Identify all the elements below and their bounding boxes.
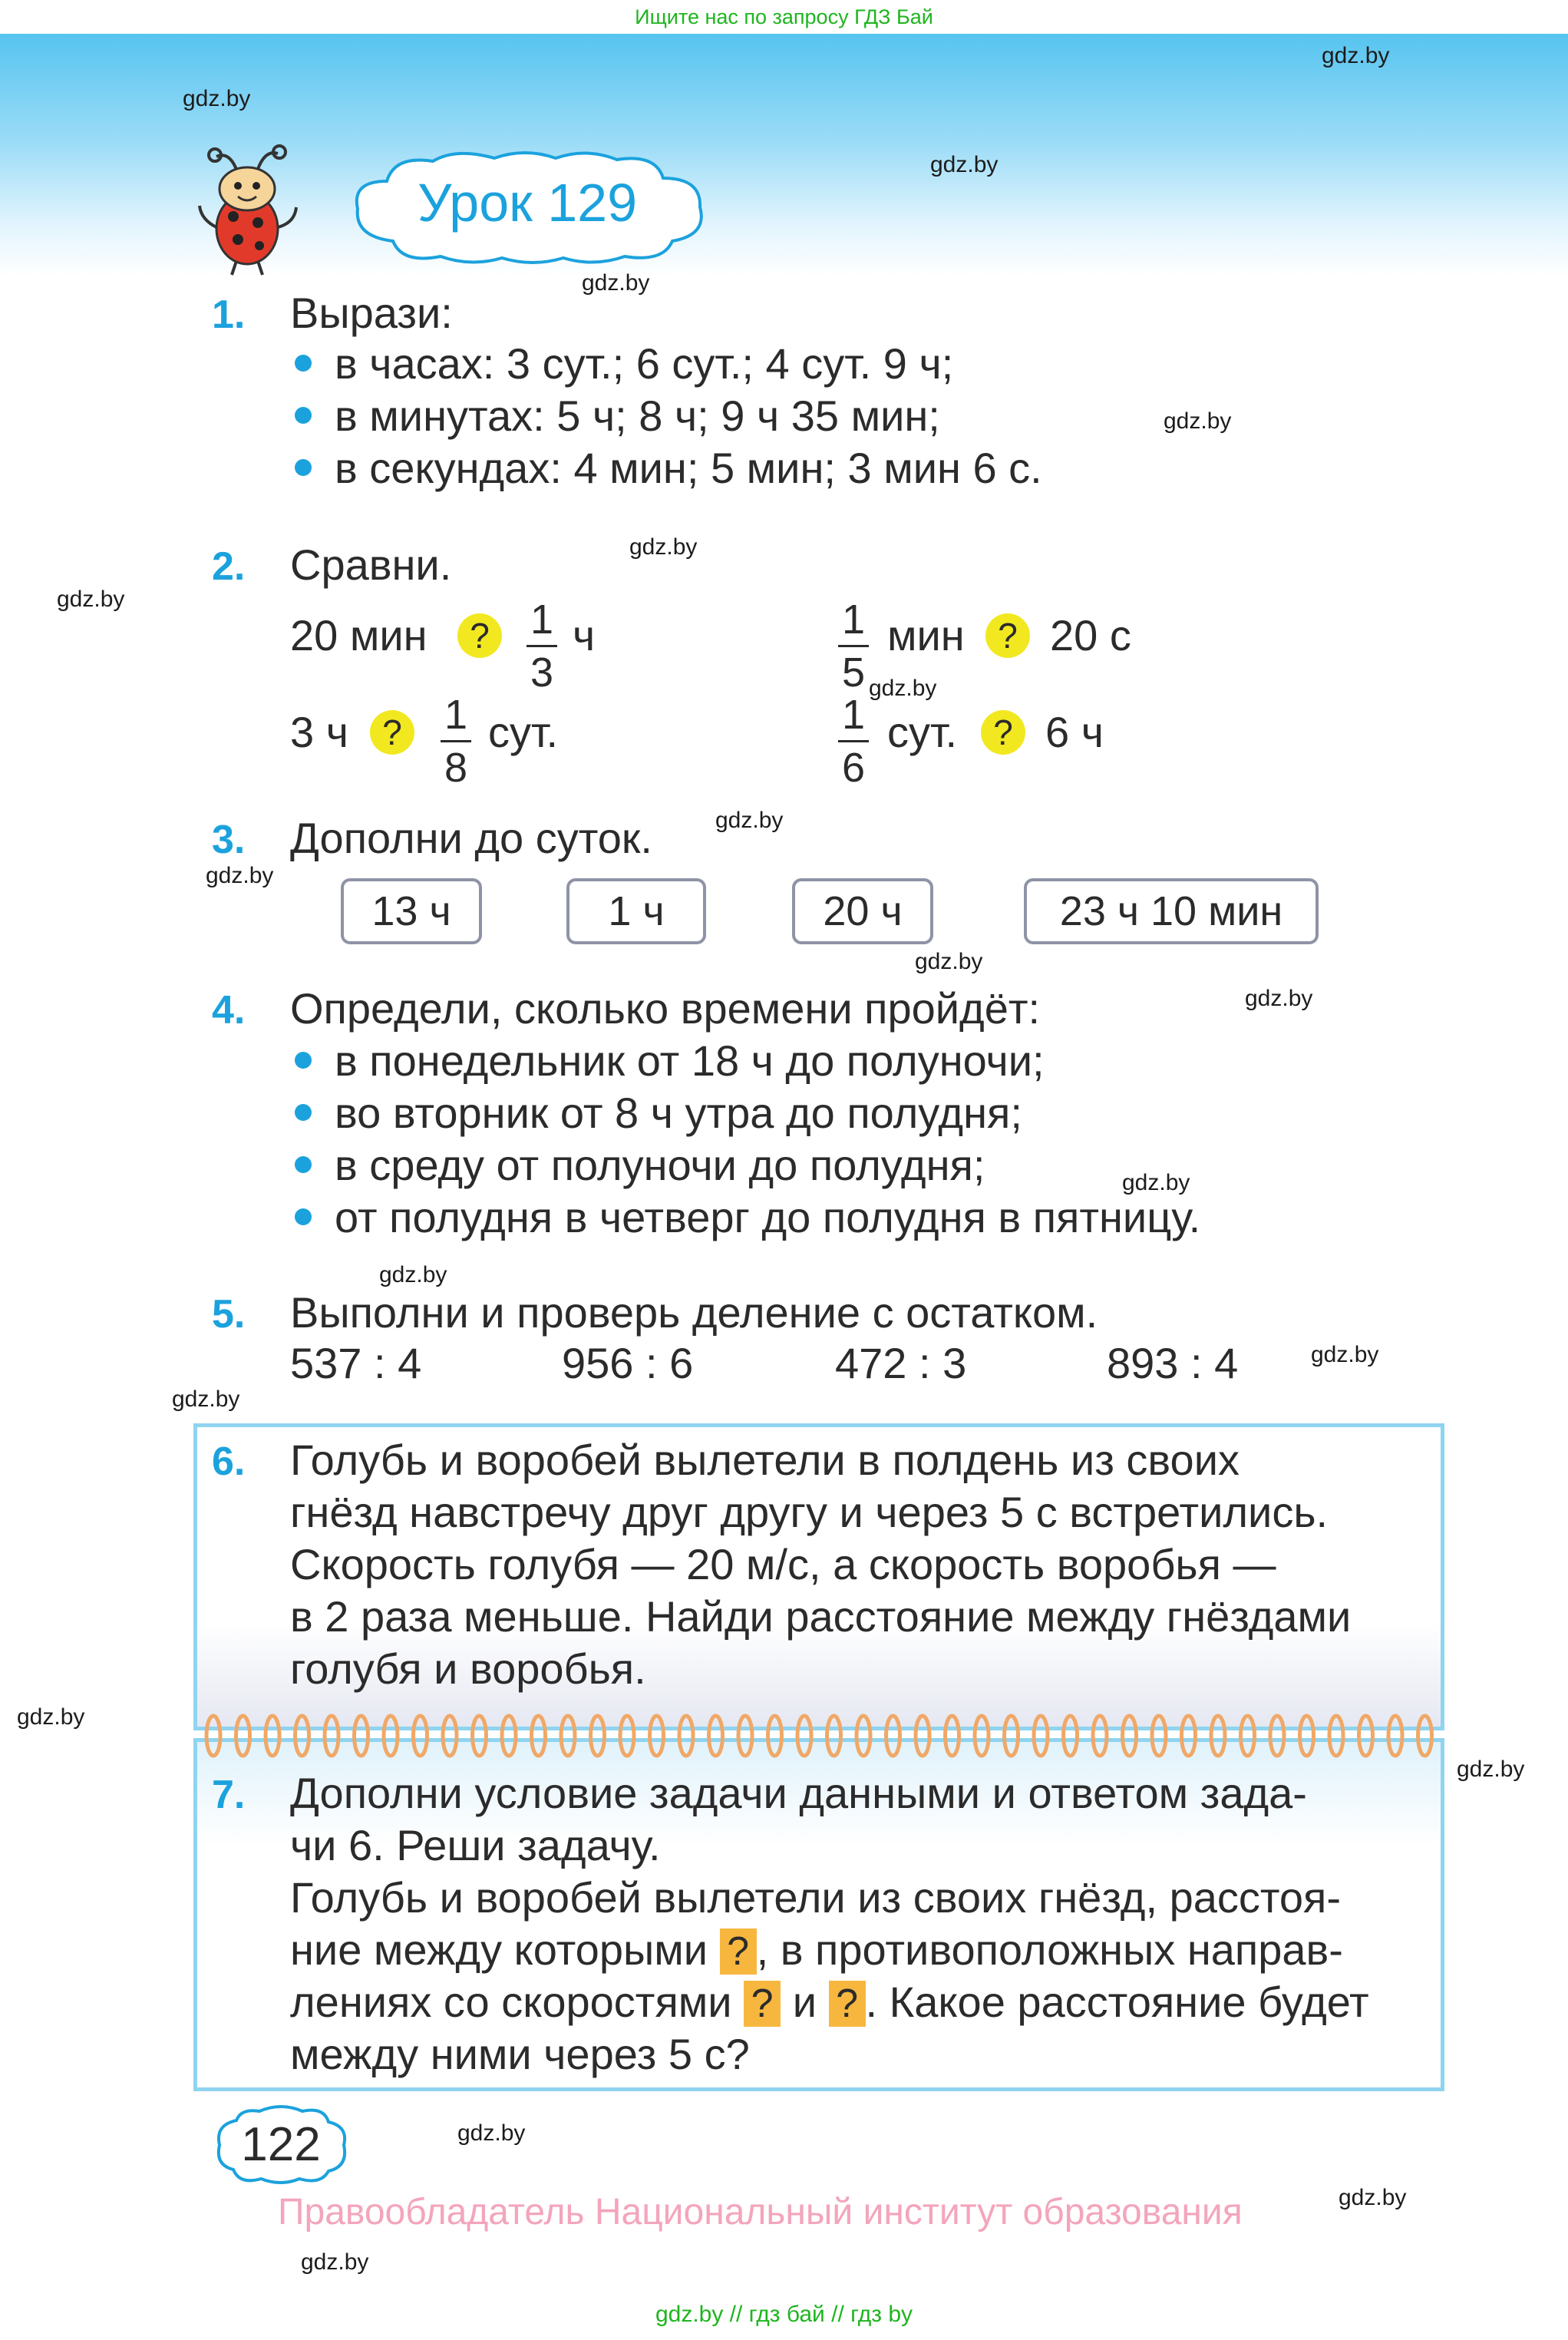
spiral-ring xyxy=(1123,1716,1137,1756)
bullet xyxy=(295,459,312,476)
unknown-marker: ? xyxy=(744,1981,781,2027)
compare-right-value: 20 с xyxy=(1050,611,1131,659)
task-7-line: Дополни условие задачи данными и ответом зада- xyxy=(290,1769,1307,1817)
watermark: gdz.by xyxy=(915,949,983,974)
rights-holder: Правообладатель Национальный институт образования xyxy=(278,2192,1243,2233)
compare-right-value: 6 ч xyxy=(1045,708,1104,756)
task-7-line: между ними через 5 с? xyxy=(290,2030,750,2078)
lesson-title: Урок 129 xyxy=(417,173,638,233)
spiral-ring xyxy=(916,1716,929,1756)
task-4-item: от полудня в четверг до полудня в пятницу. xyxy=(335,1193,1201,1241)
task-4-number: 4. xyxy=(212,988,246,1033)
watermark: gdz.by xyxy=(1245,986,1313,1011)
task-6-line: Скорость голубя — 20 м/с, а скорость воробья — xyxy=(290,1540,1276,1588)
watermark: gdz.by xyxy=(457,2120,526,2146)
fraction-unit: сут. xyxy=(488,708,558,756)
spiral-ring xyxy=(1093,1716,1107,1756)
spiral-ring xyxy=(709,1716,723,1756)
spiral-ring xyxy=(502,1716,516,1756)
task-1-item: в часах: 3 сут.; 6 сут.; 4 сут. 9 ч; xyxy=(335,339,954,388)
spiral-ring xyxy=(266,1716,279,1756)
time-box: 23 ч 10 мин xyxy=(1024,878,1319,944)
spiral-ring xyxy=(591,1716,605,1756)
watermark: gdz.by xyxy=(206,863,274,888)
task-4-item: в среду от полуночи до полудня; xyxy=(335,1141,985,1189)
watermark: gdz.by xyxy=(1164,408,1232,434)
spiral-ring xyxy=(1182,1716,1196,1756)
task-1-number: 1. xyxy=(212,292,246,337)
fraction: 1 6 xyxy=(838,694,869,788)
compare-left-value: 3 ч xyxy=(290,708,348,756)
watermark: gdz.by xyxy=(17,1704,85,1730)
watermark: gdz.by xyxy=(715,808,784,833)
watermark: gdz.by xyxy=(1322,43,1390,68)
compare-marker: ? xyxy=(457,611,502,658)
watermark: gdz.by xyxy=(301,2249,369,2275)
bullet xyxy=(295,1156,312,1173)
spiral-ring xyxy=(206,1716,220,1756)
spiral-ring xyxy=(384,1716,398,1756)
spiral-ring xyxy=(1241,1716,1255,1756)
compare-left-value: 20 мин xyxy=(290,611,427,659)
bullet xyxy=(295,355,312,372)
spiral-ring xyxy=(1034,1716,1048,1756)
spiral-binding xyxy=(200,1709,1443,1763)
task-6-line: голубя и воробья. xyxy=(290,1644,646,1693)
fraction: 1 8 xyxy=(441,694,471,788)
task-1-item: в минутах: 5 ч; 8 ч; 9 ч 35 мин; xyxy=(335,392,940,440)
task-4-item: в понедельник от 18 ч до полуночи; xyxy=(335,1036,1045,1085)
spiral-ring xyxy=(738,1716,752,1756)
unknown-marker: ? xyxy=(829,1981,866,2027)
task-2-prompt: Сравни. xyxy=(290,540,452,589)
spiral-ring xyxy=(797,1716,811,1756)
task-6-number: 6. xyxy=(212,1439,246,1484)
bullet xyxy=(295,1104,312,1121)
division-expression: 893 : 4 xyxy=(1107,1339,1239,1387)
spiral-ring xyxy=(325,1716,338,1756)
time-box: 20 ч xyxy=(792,878,933,944)
spiral-ring xyxy=(1270,1716,1284,1756)
compare-marker: ? xyxy=(985,611,1030,658)
task-6-line: Голубь и воробей вылетели в полдень из своих xyxy=(290,1436,1240,1484)
spiral-ring xyxy=(1152,1716,1166,1756)
watermark: gdz.by xyxy=(183,86,251,111)
compare-marker: ? xyxy=(981,708,1025,755)
watermark: gdz.by xyxy=(869,676,937,701)
task-5-number: 5. xyxy=(212,1292,246,1337)
spiral-ring xyxy=(414,1716,427,1756)
watermark: gdz.by xyxy=(930,152,999,177)
spiral-ring xyxy=(1329,1716,1343,1756)
bullet xyxy=(295,1208,312,1225)
lesson-title-cloud xyxy=(341,150,714,266)
task-4-prompt: Определи, сколько времени пройдёт: xyxy=(290,984,1041,1033)
task-3-number: 3. xyxy=(212,818,246,862)
watermark: gdz.by xyxy=(582,270,650,296)
spiral-ring xyxy=(886,1716,900,1756)
division-expression: 537 : 4 xyxy=(290,1339,422,1387)
task-7-line: чи 6. Реши задачу. xyxy=(290,1821,661,1869)
task-5-prompt: Выполни и проверь деление с остатком. xyxy=(290,1288,1098,1337)
division-expression: 472 : 3 xyxy=(835,1339,967,1387)
spiral-ring xyxy=(827,1716,841,1756)
fraction: 1 5 xyxy=(838,599,869,693)
spiral-ring xyxy=(1211,1716,1225,1756)
task-4-item: во вторник от 8 ч утра до полудня; xyxy=(335,1089,1022,1137)
watermark: gdz.by xyxy=(1311,1342,1379,1367)
task-6-line: в 2 раза меньше. Найди расстояние между гнёздами xyxy=(290,1592,1352,1641)
fraction-unit: мин xyxy=(887,611,965,659)
spiral-ring xyxy=(1388,1716,1402,1756)
compare-marker: ? xyxy=(370,708,414,755)
spiral-ring xyxy=(473,1716,487,1756)
fraction: 1 3 xyxy=(527,599,557,693)
task-7-line: Голубь и воробей вылетели из своих гнёзд, расстоя- xyxy=(290,1873,1341,1922)
spiral-ring xyxy=(975,1716,989,1756)
search-hint: Ищите нас по запросу ГДЗ Бай xyxy=(0,0,1568,34)
division-expression: 956 : 6 xyxy=(562,1339,694,1387)
spiral-ring xyxy=(650,1716,664,1756)
task-6-line: гнёзд навстречу друг другу и через 5 с встретились. xyxy=(290,1488,1329,1536)
spiral-ring xyxy=(1300,1716,1314,1756)
task-3-prompt: Дополни до суток. xyxy=(290,814,652,862)
footer-links: gdz.by // гдз бай // гдз by xyxy=(655,2302,913,2327)
task-7-number: 7. xyxy=(212,1773,246,1817)
spiral-ring xyxy=(1418,1716,1432,1756)
fraction-unit: ч xyxy=(573,611,596,659)
spiral-ring xyxy=(561,1716,575,1756)
watermark: gdz.by xyxy=(379,1262,447,1287)
watermark: gdz.by xyxy=(629,534,698,560)
spiral-ring xyxy=(1005,1716,1018,1756)
watermark: gdz.by xyxy=(1122,1170,1190,1195)
unknown-marker: ? xyxy=(720,1929,757,1975)
task-7-line: ние между которыми ? , в противоположных направ- xyxy=(290,1925,1343,1974)
spiral-ring xyxy=(236,1716,250,1756)
spiral-ring xyxy=(620,1716,634,1756)
watermark: gdz.by xyxy=(1457,1757,1525,1782)
ladybug-illustration xyxy=(193,143,301,278)
watermark: gdz.by xyxy=(1339,2185,1407,2210)
spiral-ring xyxy=(295,1716,309,1756)
time-box: 1 ч xyxy=(566,878,706,944)
spiral-ring xyxy=(1064,1716,1078,1756)
spiral-ring xyxy=(679,1716,693,1756)
spiral-ring xyxy=(443,1716,457,1756)
task-1-prompt: Вырази: xyxy=(290,289,453,337)
time-box: 13 ч xyxy=(341,878,482,944)
task-1-item: в секундах: 4 мин; 5 мин; 3 мин 6 с. xyxy=(335,444,1042,492)
spiral-ring xyxy=(857,1716,870,1756)
page-number: 122 xyxy=(241,2118,321,2171)
spiral-ring xyxy=(532,1716,546,1756)
spiral-ring xyxy=(768,1716,782,1756)
watermark: gdz.by xyxy=(172,1386,240,1412)
watermark: gdz.by xyxy=(57,587,125,612)
task-2-number: 2. xyxy=(212,544,246,589)
spiral-ring xyxy=(946,1716,959,1756)
page-number-badge xyxy=(213,2105,348,2185)
spiral-ring xyxy=(355,1716,368,1756)
task-7-line: лениях со скоростями ? и ? . Какое расстояние будет xyxy=(290,1978,1369,2026)
spiral-ring xyxy=(1359,1716,1373,1756)
bullet xyxy=(295,407,312,424)
bullet xyxy=(295,1052,312,1069)
fraction-unit: сут. xyxy=(887,708,957,756)
